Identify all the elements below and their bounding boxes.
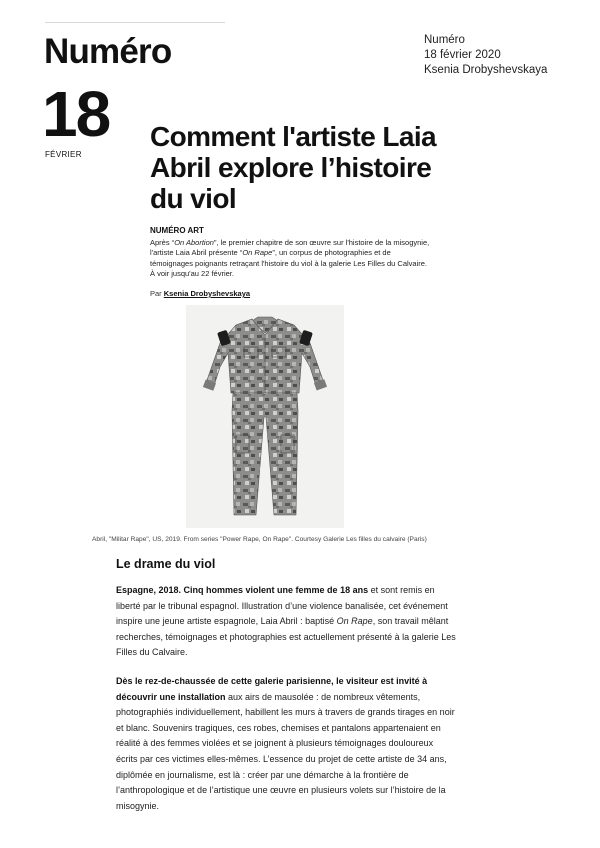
- article-photo: [186, 305, 344, 528]
- body-paragraph-2: [116, 674, 456, 814]
- photo-caption: Abril, "Militar Rape", US, 2019. From series "Power Rape, On Rape". Courtesy Galerie Les filles du calvaire (Paris): [92, 536, 427, 543]
- issue-month: FÉVRIER: [45, 150, 82, 159]
- meta-date: 18 février 2020: [424, 49, 501, 61]
- article-meta: [424, 33, 547, 78]
- article-rubric[interactable]: NUMÉRO ART: [150, 226, 204, 235]
- byline-author-link[interactable]: Ksenia Drobyshevskaya: [163, 289, 251, 298]
- paragraph-text: , son travail mêlant recherches, témoignages et photographies est actuellement présenté à la galerie Les Filles du Calvaire.: [116, 616, 456, 658]
- meta-publication: Numéro: [424, 34, 465, 46]
- lede-text: ”, un corpus de photographies et de témoignages poignants retraçant l'histoire du viol à la galerie Les Filles du Calvaire. À voir jusqu'au 22 février.: [150, 248, 427, 278]
- body-paragraph-1: [116, 583, 456, 661]
- byline: [150, 289, 250, 298]
- article-headline: Comment l'artiste Laia Abril explore l’histoire du viol: [150, 121, 436, 214]
- paragraph-text: aux airs de mausolée : de nombreux vêtements, photographiés individuellement, habillent les murs à travers de grands tirages en noir et blanc. Souvenirs tragiques, ces robes, chemises et pantalons appartenaient en réalité à des femmes violées et se joignent à plusieurs témoignages douloureux écrits par ces victimes elles-mêmes. L’essence du projet de cette artiste de 34 ans, diplômée en journalisme, est là : créer par une démarche à la frontière de l’anthropologique et de l’artistique une œuvre en plusieurs volets sur l’histoire de la misogynie.: [116, 691, 455, 811]
- lede-text: ”, le premier chapitre de son œuvre sur l'histoire de la misogynie, l'artiste Laia Abril présente “: [150, 238, 430, 258]
- byline-prefix: Par: [150, 289, 164, 298]
- lede-work-title: On Rape: [242, 248, 273, 258]
- site-logo[interactable]: Numéro: [44, 32, 172, 71]
- header-rule: [45, 22, 225, 23]
- issue-day: 18: [42, 78, 110, 150]
- article-lede: [150, 238, 430, 279]
- camouflage-uniform-illustration: [186, 305, 344, 528]
- paragraph-text: et sont remis en liberté par le tribunal espagnol. Illustration d’une violence banalisée, cet événement inspire une jeune artiste espagnole, Laia Abril : baptisé: [116, 585, 448, 627]
- lede-work-title: On Abortion: [174, 238, 214, 247]
- paragraph-lead: Espagne, 2018. Cinq hommes violent une femme de 18 ans: [116, 585, 369, 595]
- paragraph-work-title: On Rape: [336, 616, 373, 627]
- section-title: Le drame du viol: [116, 557, 216, 571]
- lede-text: Après “: [150, 238, 175, 247]
- paragraph-lead: Dès le rez-de-chaussée de cette galerie parisienne, le visiteur est invité à découvrir une installation: [116, 676, 428, 702]
- meta-author: Ksenia Drobyshevskaya: [424, 64, 548, 76]
